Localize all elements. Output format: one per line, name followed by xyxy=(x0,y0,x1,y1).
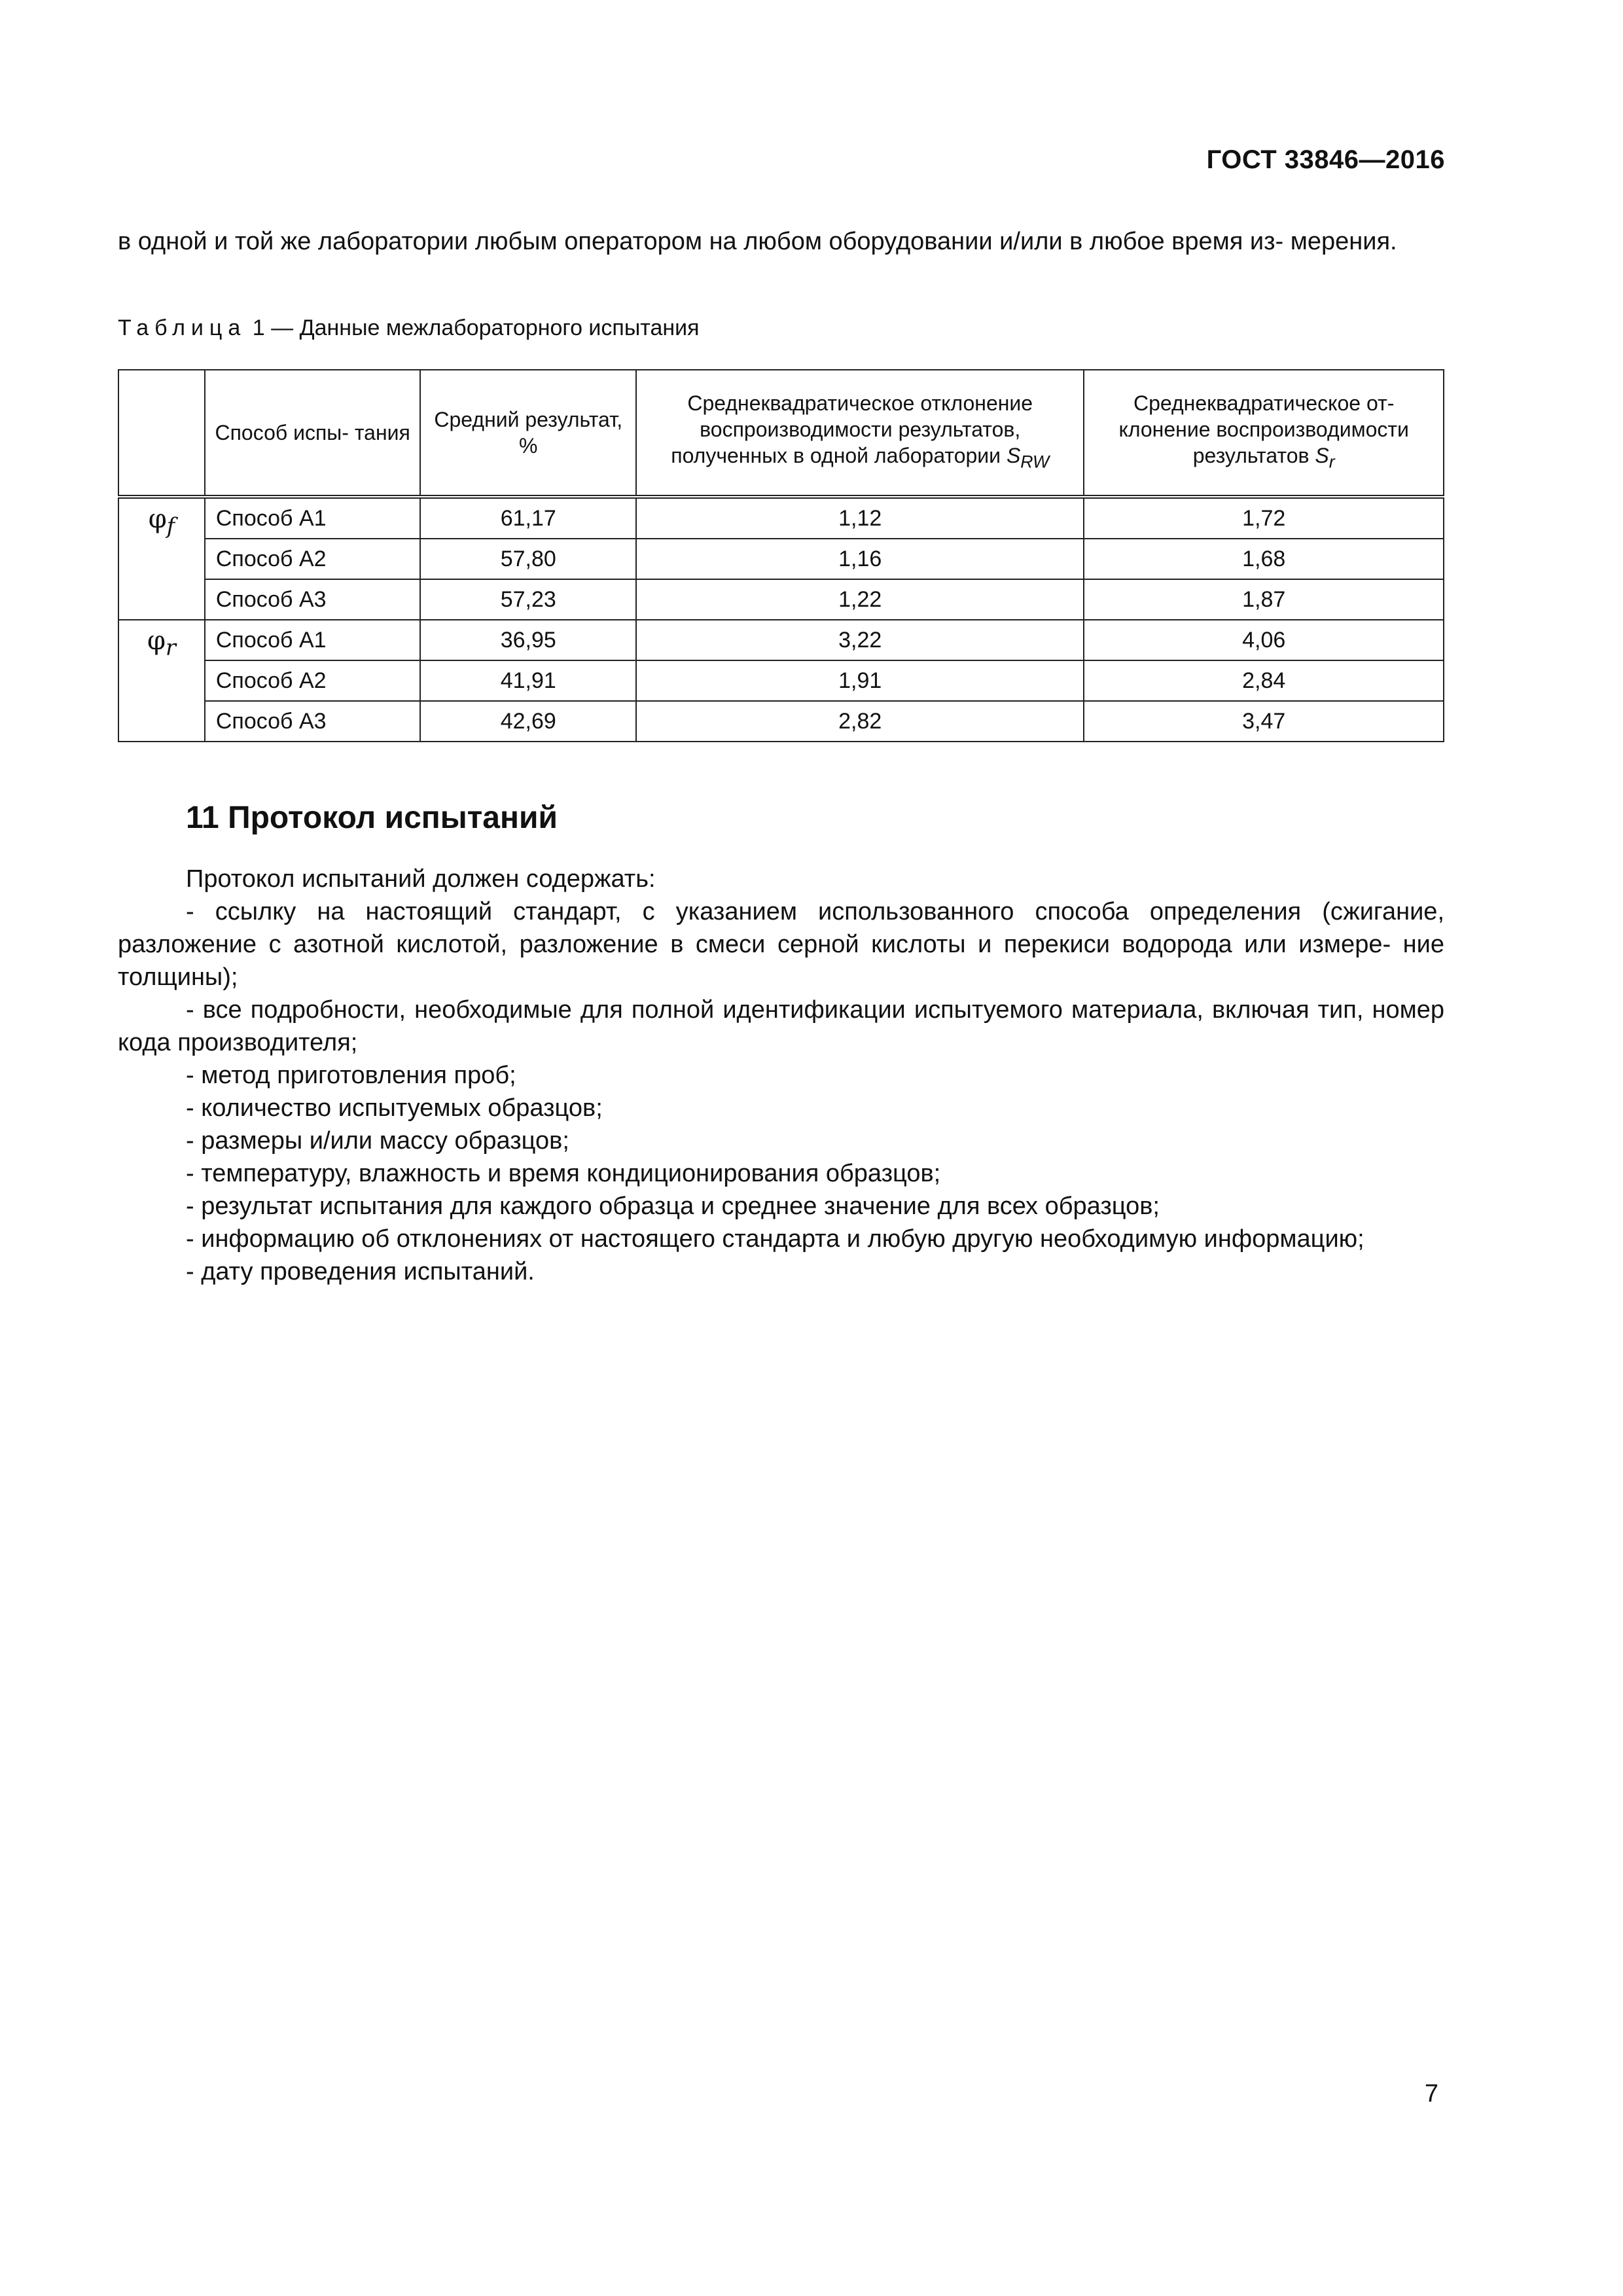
list-item: - результат испытания для каждого образца и среднее значение для всех образцов; xyxy=(186,1193,1160,1220)
table-caption-text: — Данные межлабораторного испытания xyxy=(271,315,700,340)
cell-method: Способ А1 xyxy=(205,620,421,660)
table-row xyxy=(118,539,1444,579)
cell-sr: 3,47 xyxy=(1084,701,1444,742)
header-srw xyxy=(636,370,1084,497)
cell-mean: 57,80 xyxy=(420,539,636,579)
group-phi-f xyxy=(118,497,205,620)
cell-srw: 1,22 xyxy=(636,579,1084,620)
table-caption-number: 1 xyxy=(252,315,265,340)
group-symbol: φ xyxy=(148,504,167,534)
cell-mean: 41,91 xyxy=(420,660,636,701)
cell-method: Способ А3 xyxy=(205,579,421,620)
section-title: 11 Протокол испытаний xyxy=(186,800,558,835)
table-row xyxy=(118,579,1444,620)
continuation-paragraph: в одной и той же лаборатории любым оператором на любом оборудовании и/или в любое время из- мерения. xyxy=(118,228,1397,255)
table-row xyxy=(118,660,1444,701)
group-subscript: r xyxy=(165,635,176,660)
list-item: - метод приготовления проб; xyxy=(186,1062,516,1089)
cell-srw: 2,82 xyxy=(636,701,1084,742)
cell-srw: 1,12 xyxy=(636,497,1084,539)
group-phi-r xyxy=(118,620,205,742)
header-srw-symbol: S xyxy=(1006,444,1021,468)
header-group-blank xyxy=(118,370,205,497)
header-srw-text: Среднеквадратическое отклонение воспроизводимости результатов, полученных в одной лаборатории xyxy=(671,391,1033,468)
header-srw-subscript: RW xyxy=(1020,452,1050,472)
cell-method: Способ А3 xyxy=(205,701,421,742)
cell-srw: 1,91 xyxy=(636,660,1084,701)
list-item: - дату проведения испытаний. xyxy=(186,1258,535,1285)
table-caption xyxy=(118,315,700,341)
cell-method: Способ А2 xyxy=(205,660,421,701)
group-symbol: φ xyxy=(147,626,166,656)
header-mean: Средний результат, % xyxy=(420,370,636,497)
list-item: - температуру, влажность и время кондиционирования образцов; xyxy=(186,1160,941,1187)
page-number: 7 xyxy=(1424,2080,1438,2108)
table-caption-label: Таблица xyxy=(118,315,247,340)
cell-sr: 4,06 xyxy=(1084,620,1444,660)
group-subscript: f xyxy=(166,513,175,539)
cell-sr: 1,72 xyxy=(1084,497,1444,539)
cell-sr: 1,68 xyxy=(1084,539,1444,579)
header-sr xyxy=(1084,370,1444,497)
paragraph: Протокол испытаний должен содержать: xyxy=(186,865,656,893)
document-code: ГОСТ 33846—2016 xyxy=(1206,145,1445,174)
list-item: - размеры и/или массу образцов; xyxy=(186,1127,569,1155)
table-row xyxy=(118,620,1444,660)
header-sr-text: Среднеквадратическое от- клонение воспроизводимости результатов xyxy=(1118,391,1409,468)
cell-sr: 2,84 xyxy=(1084,660,1444,701)
section-body xyxy=(118,863,1444,1288)
list-item: - информацию об отклонениях от настоящего стандарта и любую другую необходимую информацию; xyxy=(186,1225,1364,1253)
header-method: Способ испы- тания xyxy=(205,370,421,497)
table-header-row xyxy=(118,370,1444,497)
list-item: - ссылку на настоящий стандарт, с указанием использованного способа определения (сжигание, разложение с азотной кислотой, разложение в смеси серной кислоты и перекиси водорода или измере- ние толщины); xyxy=(118,898,1444,991)
cell-sr: 1,87 xyxy=(1084,579,1444,620)
interlab-results-table xyxy=(118,369,1444,742)
table-row xyxy=(118,497,1444,539)
table-row xyxy=(118,701,1444,742)
cell-srw: 3,22 xyxy=(636,620,1084,660)
list-item: - количество испытуемых образцов; xyxy=(186,1094,603,1122)
cell-mean: 57,23 xyxy=(420,579,636,620)
cell-srw: 1,16 xyxy=(636,539,1084,579)
cell-mean: 42,69 xyxy=(420,701,636,742)
cell-mean: 61,17 xyxy=(420,497,636,539)
cell-mean: 36,95 xyxy=(420,620,636,660)
list-item: - все подробности, необходимые для полной идентификации испытуемого материала, включая тип, номер кода производителя; xyxy=(118,996,1444,1056)
header-sr-subscript: r xyxy=(1329,452,1335,472)
cell-method: Способ А1 xyxy=(205,497,421,539)
header-sr-symbol: S xyxy=(1315,444,1329,468)
cell-method: Способ А2 xyxy=(205,539,421,579)
